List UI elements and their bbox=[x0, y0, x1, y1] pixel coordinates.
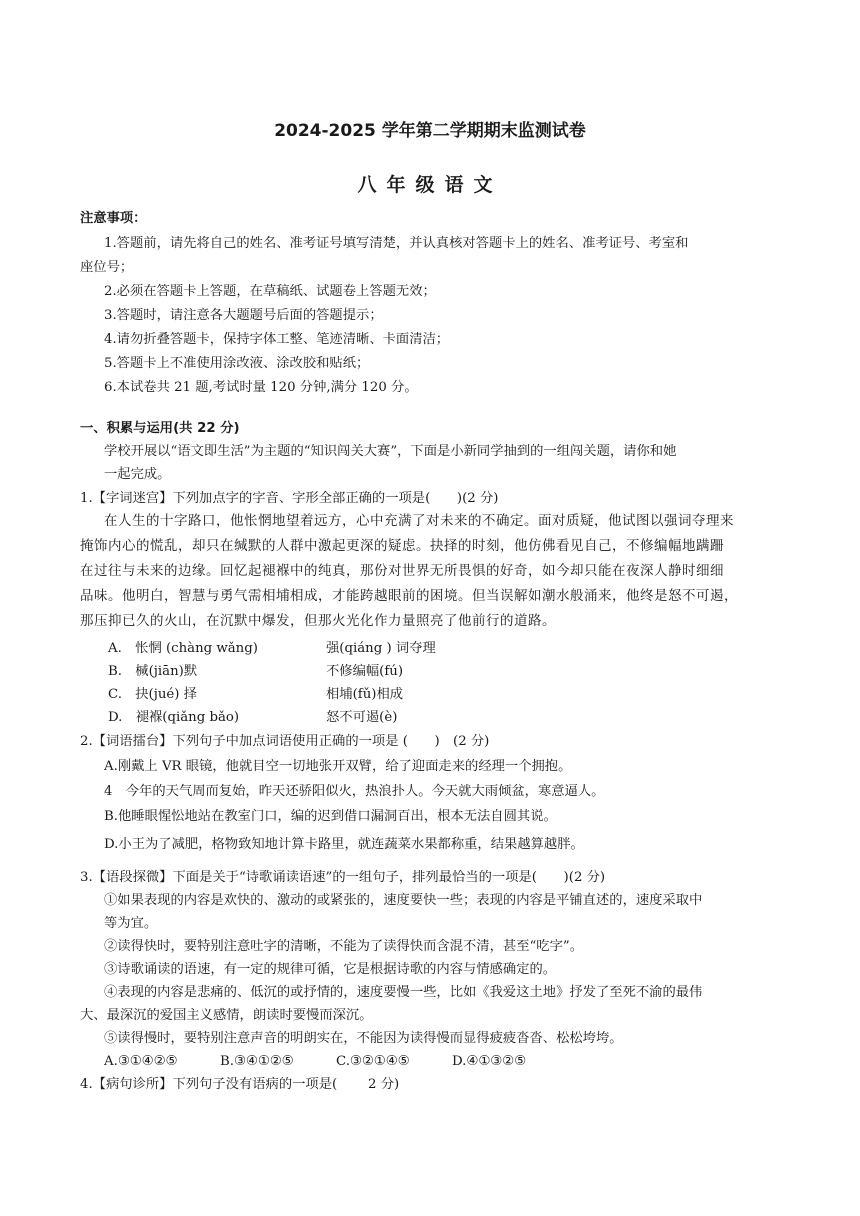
q2-option: B.他睡眼惺忪地站在教室门口，编的迟到借口漏洞百出，根本无法自圆其说。 bbox=[104, 809, 557, 824]
notice-line: 5.答题卡上不准使用涂改液、涂改胶和贴纸； bbox=[104, 356, 370, 371]
q3-sentence: ④表现的内容是悲痛的、低沉的或抒情的，速度要慢一些，比如《我爱这土地》抒发了至死不渝的最伟 bbox=[104, 985, 703, 1000]
q3-sentence: ③诗歌诵读的语速，有一定的规律可循，它是根据诗歌的内容与情感确定的。 bbox=[104, 962, 557, 977]
q2-option: A.刚戴上 VR 眼镜，他就目空一切地张开双臂，给了迎面走来的经理一个拥抱。 bbox=[104, 759, 572, 774]
question-4-stem: 4.【病句诊所】下列句子没有语病的一项是( 2 分) bbox=[80, 1077, 400, 1092]
notice-line: 2.必须在答题卡上答题，在草稿纸、试题卷上答题无效； bbox=[104, 284, 436, 299]
q1-passage-line: 品味。他明白，智慧与勇气需相埔相成，才能跨越眼前的困境。但当误解如潮水般涌来，他终是怒不可遏， bbox=[80, 588, 738, 604]
question-1-stem: 1.【字词迷宫】下列加点字的字音、字形全部正确的一项是( )(2 分) bbox=[80, 491, 499, 506]
q1-passage-line: 在过往与未来的边缘。回忆起褪褓中的纯真，那份对世界无所畏惧的好奇，如今却只能在夜深人静时细细 bbox=[80, 563, 724, 579]
q2-option: 4 今年的天气周而复始，昨天还骄阳似火，热浪扑人。今天就大雨倾盆，寒意逼人。 bbox=[104, 784, 605, 799]
q1-passage-line: 掩饰内心的慌乱，却只在缄默的人群中激起更深的疑虑。抉择的时刻，他仿佛看见自己，不修编幅地蹒跚 bbox=[80, 538, 724, 554]
q3-sentence: 等为宜。 bbox=[104, 916, 158, 931]
notice-line: 3.答题时，请注意各大题题号后面的答题提示； bbox=[104, 308, 383, 323]
notice-line: 6.本试卷共 21 题,考试时量 120 分钟,满分 120 分。 bbox=[104, 380, 418, 395]
q1-option-b: B. 椷(jiān)默 bbox=[108, 664, 198, 679]
q3-option-c: C.③②①④⑤ bbox=[336, 1054, 410, 1069]
q1-option-a-right: 强(qiáng ) 词夺理 bbox=[326, 641, 436, 656]
exam-subtitle: 八年级语文 bbox=[357, 174, 503, 196]
section-intro: 一起完成。 bbox=[104, 467, 171, 482]
q1-option-a: A. 怅惘 (chàng wǎng) bbox=[108, 641, 258, 656]
q1-option-c-right: 相埔(fǔ)相成 bbox=[326, 687, 404, 702]
q1-option-d-right: 怒不可遏(è) bbox=[326, 710, 398, 725]
q3-option-d: D.④①③②⑤ bbox=[452, 1054, 527, 1069]
q3-sentence: ②读得快时，要特别注意吐字的清晰，不能为了读得快而含混不清，甚至“吃字”。 bbox=[104, 939, 583, 954]
q1-option-c: C. 抉(jué) 择 bbox=[108, 687, 197, 702]
notice-line: 4.请勿折叠答题卡，保持字体工整、笔迹清晰、卡面清洁； bbox=[104, 332, 450, 347]
q3-sentence: 大、最深沉的爱国主义感情，朗读时要慢而深沉。 bbox=[80, 1008, 373, 1023]
notice-line: 1.答题前，请先将自己的姓名、准考证号填写清楚，并认真核对答题卡上的姓名、准考证号、考室和 bbox=[104, 236, 689, 251]
exam-title: 2024-2025 学年第二学期期末监测试卷 bbox=[274, 121, 586, 141]
section-heading: 一、积累与运用(共 22 分) bbox=[80, 421, 240, 436]
question-3-stem: 3.【语段探微】下面是关于“诗歌诵读语速”的一组句子，排列最恰当的一项是( )(2 分) bbox=[80, 870, 606, 885]
q1-passage-line: 那压抑已久的火山，在沉默中爆发，但那火光化作力量照亮了他前行的道路。 bbox=[80, 613, 556, 629]
notice-line: 座位号； bbox=[80, 260, 134, 275]
section-intro: 学校开展以“语文即生活”为主题的“知识闯关大赛”，下面是小新同学抽到的一组闯关题，请你和她 bbox=[104, 444, 677, 459]
q3-option-b: B.③④①②⑤ bbox=[220, 1054, 294, 1069]
q3-option-a: A.③①④②⑤ bbox=[104, 1054, 178, 1069]
question-2-stem: 2.【词语擂台】下列句子中加点词语使用正确的一项是 ( ) (2 分) bbox=[80, 734, 490, 749]
q2-option: D.小王为了减肥，格物致知地计算卡路里，就连蔬菜水果都称重，结果越算越胖。 bbox=[104, 837, 584, 852]
notice-heading: 注意事项： bbox=[80, 211, 147, 226]
q1-option-d: D. 褪褓(qiǎng bǎo) bbox=[108, 710, 240, 725]
q3-sentence: ⑤读得慢时，要特别注意声音的明朗实在，不能因为读得慢而显得疲疲沓沓、松松垮垮。 bbox=[104, 1031, 623, 1046]
q3-sentence: ①如果表现的内容是欢快的、激动的或紧张的，速度要快一些；表现的内容是平铺直述的，速度采取中 bbox=[104, 893, 703, 908]
q1-passage-line: 在人生的十字路口，他怅惘地望着远方，心中充满了对未来的不确定。面对质疑，他试图以强词夺理来 bbox=[104, 513, 734, 529]
q1-option-b-right: 不修编幅(fú) bbox=[326, 664, 404, 679]
